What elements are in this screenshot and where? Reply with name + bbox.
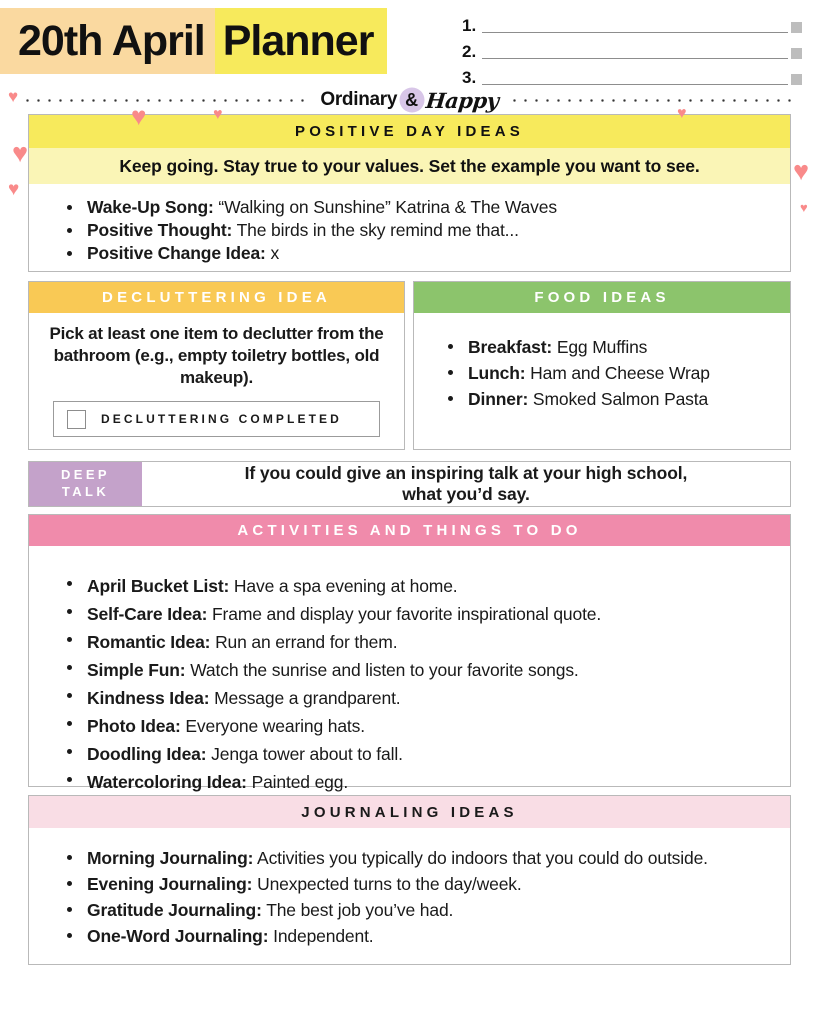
list-item bbox=[63, 768, 790, 796]
positive-day-list bbox=[63, 196, 790, 265]
item-label: Positive Change Idea: bbox=[87, 243, 266, 264]
brand-ampersand: & bbox=[400, 90, 423, 111]
list-item bbox=[63, 628, 790, 656]
top-list-item[interactable] bbox=[462, 36, 802, 62]
decluttering-completed-row[interactable] bbox=[53, 401, 380, 437]
journaling-ideas-header bbox=[29, 796, 790, 828]
list-item bbox=[63, 712, 790, 740]
top-list-number: 2. bbox=[462, 42, 477, 61]
deep-talk-label-line1: DEEP bbox=[60, 467, 110, 483]
deep-talk-label-line2: TALK bbox=[61, 484, 110, 499]
deep-talk-card bbox=[28, 461, 791, 507]
top-list-checkbox[interactable] bbox=[791, 22, 802, 33]
top-list-number: 1. bbox=[462, 16, 477, 35]
top-list-writing-line[interactable] bbox=[482, 84, 788, 85]
item-label: Breakfast: bbox=[468, 337, 553, 357]
top-three-list bbox=[462, 10, 802, 88]
title-date: 20th April bbox=[0, 8, 215, 74]
decluttering-body bbox=[29, 313, 404, 437]
positive-day-subtitle: Keep going. Stay true to your values. Set the example you want to see. bbox=[29, 148, 790, 184]
food-ideas-header bbox=[414, 282, 790, 313]
top-list-checkbox[interactable] bbox=[791, 74, 802, 85]
decluttering-completed-label: DECLUTTERING COMPLETED bbox=[101, 412, 342, 427]
item-label: One-Word Journaling: bbox=[87, 925, 269, 946]
top-list-writing-line[interactable] bbox=[482, 32, 788, 33]
deep-talk-prompt-line2: what you’d say. bbox=[402, 484, 530, 504]
item-value: Run an errand for them. bbox=[215, 632, 398, 652]
top-list-item[interactable] bbox=[462, 10, 802, 36]
item-value: Frame and display your favorite inspirational quote. bbox=[212, 604, 602, 624]
top-list-number: 3. bbox=[462, 68, 477, 87]
deep-talk-label bbox=[29, 462, 142, 506]
dotted-line-left bbox=[22, 99, 310, 102]
item-label: Doodling Idea: bbox=[87, 744, 207, 764]
heart-icon: ♥ bbox=[213, 106, 223, 123]
item-value: Everyone wearing hats. bbox=[185, 716, 365, 736]
top-list-checkbox[interactable] bbox=[791, 48, 802, 59]
item-value: Ham and Cheese Wrap bbox=[530, 362, 710, 383]
top-list-item[interactable] bbox=[462, 62, 802, 88]
brand-happy-text: Happy bbox=[424, 87, 500, 113]
item-value: Painted egg. bbox=[251, 772, 349, 792]
list-item bbox=[444, 361, 790, 387]
list-item bbox=[63, 740, 790, 768]
item-value: Message a grandparent. bbox=[214, 688, 401, 708]
decluttering-idea-header bbox=[29, 282, 404, 313]
item-value: Egg Muffins bbox=[556, 337, 648, 357]
item-label: Lunch: bbox=[468, 362, 526, 383]
list-item bbox=[63, 684, 790, 712]
list-item bbox=[444, 387, 790, 413]
item-value: Jenga tower about to fall. bbox=[211, 744, 403, 764]
item-label: Romantic Idea: bbox=[87, 632, 211, 652]
item-value: Have a spa evening at home. bbox=[233, 576, 458, 596]
item-value: Watch the sunrise and listen to your favorite songs. bbox=[190, 660, 579, 680]
heart-icon: ♥ bbox=[8, 179, 20, 200]
journaling-ideas-title: JOURNALING IDEAS bbox=[301, 803, 518, 821]
heart-icon: ♥ bbox=[793, 156, 810, 186]
activities-card bbox=[28, 514, 791, 792]
item-label: Photo Idea: bbox=[87, 716, 181, 736]
list-item bbox=[63, 656, 790, 684]
journaling-list bbox=[63, 846, 762, 949]
positive-day-ideas-card bbox=[28, 114, 791, 272]
journaling-body bbox=[29, 828, 790, 949]
journaling-ideas-card bbox=[28, 795, 791, 965]
item-label: Wake-Up Song: bbox=[87, 197, 214, 217]
page-title bbox=[0, 8, 387, 74]
activities-header bbox=[29, 515, 790, 546]
item-value: The birds in the sky remind me that... bbox=[236, 220, 519, 241]
decluttering-idea-card bbox=[28, 281, 405, 450]
food-ideas-list bbox=[444, 335, 790, 413]
item-value: Unexpected turns to the day/week. bbox=[257, 873, 522, 894]
item-label: Self-Care Idea: bbox=[87, 604, 208, 624]
list-item bbox=[63, 196, 790, 219]
brand-logo bbox=[314, 88, 504, 113]
deep-talk-prompt bbox=[142, 462, 790, 506]
decluttering-completed-checkbox[interactable] bbox=[67, 410, 86, 429]
item-value: The best job you’ve had. bbox=[266, 899, 454, 920]
brand-divider bbox=[0, 89, 819, 111]
activities-title: ACTIVITIES AND THINGS TO DO bbox=[237, 522, 582, 539]
list-item bbox=[63, 924, 762, 950]
item-label: Dinner: bbox=[468, 388, 529, 409]
item-label: Positive Thought: bbox=[87, 220, 233, 241]
item-label: Morning Journaling: bbox=[87, 848, 254, 868]
item-label: Simple Fun: bbox=[87, 660, 186, 680]
list-item bbox=[63, 242, 790, 265]
deep-talk-prompt-line1: If you could give an inspiring talk at your high school, bbox=[244, 463, 688, 483]
activities-list bbox=[63, 572, 790, 796]
positive-day-ideas-header bbox=[29, 115, 790, 148]
top-list-writing-line[interactable] bbox=[482, 58, 788, 59]
item-value: x bbox=[270, 243, 280, 264]
item-value: Activities you typically do indoors that you could do outside. bbox=[257, 848, 708, 868]
title-planner: Planner bbox=[215, 8, 388, 74]
list-item bbox=[63, 219, 790, 242]
heart-icon: ♥ bbox=[131, 101, 147, 131]
positive-day-body bbox=[29, 184, 790, 265]
heart-icon: ♥ bbox=[800, 200, 808, 215]
list-item bbox=[63, 572, 790, 600]
heart-icon: ♥ bbox=[12, 138, 29, 168]
item-label: Watercoloring Idea: bbox=[87, 772, 247, 792]
dotted-line-right bbox=[509, 99, 797, 102]
food-ideas-body bbox=[414, 313, 790, 413]
list-item bbox=[444, 335, 790, 361]
decluttering-idea-title: DECLUTTERING IDEA bbox=[102, 289, 331, 306]
food-ideas-title: FOOD IDEAS bbox=[534, 289, 670, 306]
item-value: “Walking on Sunshine” Katrina & The Waves bbox=[218, 197, 557, 217]
food-ideas-card bbox=[413, 281, 791, 450]
brand-ordinary-text: Ordinary bbox=[320, 89, 398, 110]
item-value: Independent. bbox=[273, 925, 374, 946]
item-label: Evening Journaling: bbox=[87, 873, 253, 894]
list-item bbox=[63, 600, 790, 628]
list-item bbox=[63, 898, 762, 924]
item-label: Kindness Idea: bbox=[87, 688, 210, 708]
list-item bbox=[63, 846, 762, 872]
activities-body bbox=[29, 546, 790, 796]
positive-day-ideas-title: POSITIVE DAY IDEAS bbox=[295, 123, 524, 140]
heart-icon: ♥ bbox=[8, 87, 19, 106]
decluttering-text: Pick at least one item to declutter from the bathroom (e.g., empty toiletry bottles, old makeup). bbox=[49, 324, 384, 387]
list-item bbox=[63, 872, 762, 898]
item-label: Gratitude Journaling: bbox=[87, 899, 262, 920]
item-label: April Bucket List: bbox=[87, 576, 230, 596]
heart-icon: ♥ bbox=[677, 105, 687, 122]
item-value: Smoked Salmon Pasta bbox=[532, 388, 709, 409]
